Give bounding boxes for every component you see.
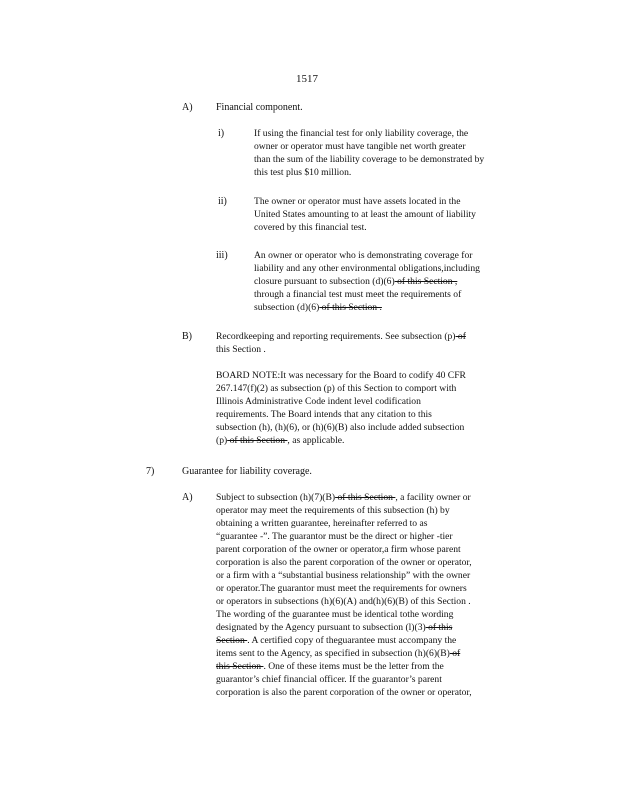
section-7-label: 7) [146,466,155,477]
struck-text: of this Section [227,435,288,446]
text-line: subsection (h), (h)(6), or (h)(6)(B) also include added subsection [216,422,465,433]
section-a-label: A) [182,102,193,113]
struck-text: of [455,331,466,342]
text-line: corporation is also the parent corporation of the owner or operator, [216,557,472,568]
item-iii-label: iii) [216,250,228,261]
text-line: Subject to subsection (h)(7)(B) of this Section , a facility owner or [216,492,471,503]
struck-text: of this [425,622,453,633]
struck-text: of this Section [335,492,396,503]
text-line: closure pursuant to subsection (d)(6) of this Section , [254,276,458,287]
text-line: (p) of this Section , as applicable. [216,435,345,446]
struck-text: Section [216,635,248,646]
text-line: covered by this financial test. [254,222,367,233]
page-number: 1517 [296,73,318,85]
text-line: guarantor’s chief financial officer. If the guarantor’s parent [216,674,442,685]
text-line: United States amounting to at least the amount of liability [254,209,476,220]
text-line: If using the financial test for only liability coverage, the [254,128,469,139]
text-line: 267.147(f)(2) as subsection (p) of this Section to comport with [216,383,457,394]
item-ii-label: ii) [218,196,227,207]
text-line: owner or operator must have tangible net worth greater [254,141,466,152]
text-line: “guarantee -”. The guarantor must be the direct or higher -tier [216,531,453,542]
text-line: subsection (d)(6) of this Section . [254,302,382,313]
struck-text: of this Section . [319,302,382,313]
text-line: BOARD NOTE:It was necessary for the Board to codify 40 CFR [216,370,466,381]
text-line: parent corporation of the owner or operator,a firm whose parent [216,544,461,555]
text-line: designated by the Agency pursuant to subsection (l)(3) of this [216,622,453,633]
text-line: this Section . [216,344,266,355]
section-a-title: Financial component. [216,102,303,113]
item-i-label: i) [218,128,225,139]
text-line: or operators in subsections (h)(6)(A) and(h)(6)(B) of this Section . [216,596,471,607]
section-7a-label: A) [182,492,193,503]
text-line: The owner or operator must have assets located in the [254,196,461,207]
struck-text: this Section [216,661,264,672]
text-line: this Section . One of these items must be the letter from the [216,661,444,672]
text-line: requirements. The Board intends that any citation to this [216,409,432,420]
text-line: Illinois Administrative Code indent level codification [216,396,421,407]
text-line: The wording of the guarantee must be identical tothe wording [216,609,454,620]
text-line: liability and any other environmental obligations,including [254,263,480,274]
section-7-title: Guarantee for liability coverage. [182,466,312,477]
text-line: this test plus $10 million. [254,167,352,178]
text-line: obtaining a written guarantee, hereinafter referred to as [216,518,428,529]
text-line: than the sum of the liability coverage to be demonstrated by [254,154,485,165]
struck-text: of [449,648,461,659]
text-line: corporation is also the parent corporation of the owner or operator, [216,687,472,698]
text-line: items sent to the Agency, as specified in subsection (h)(6)(B) of [216,648,461,659]
text-line: Recordkeeping and reporting requirements. See subsection (p) of [216,331,466,342]
section-b-label: B) [182,331,192,342]
text-line: Section . A certified copy of theguarantee must accompany the [216,635,457,646]
text-line: or a firm with a “substantial business relationship” with the owner [216,570,471,581]
text-line: or operator.The guarantor must meet the requirements for owners [216,583,467,594]
struck-text: of this Section , [394,276,458,287]
text-line: through a financial test must meet the requirements of [254,289,462,300]
text-line: An owner or operator who is demonstrating coverage for [254,250,473,261]
text-line: operator may meet the requirements of this subsection (h) by [216,505,450,516]
